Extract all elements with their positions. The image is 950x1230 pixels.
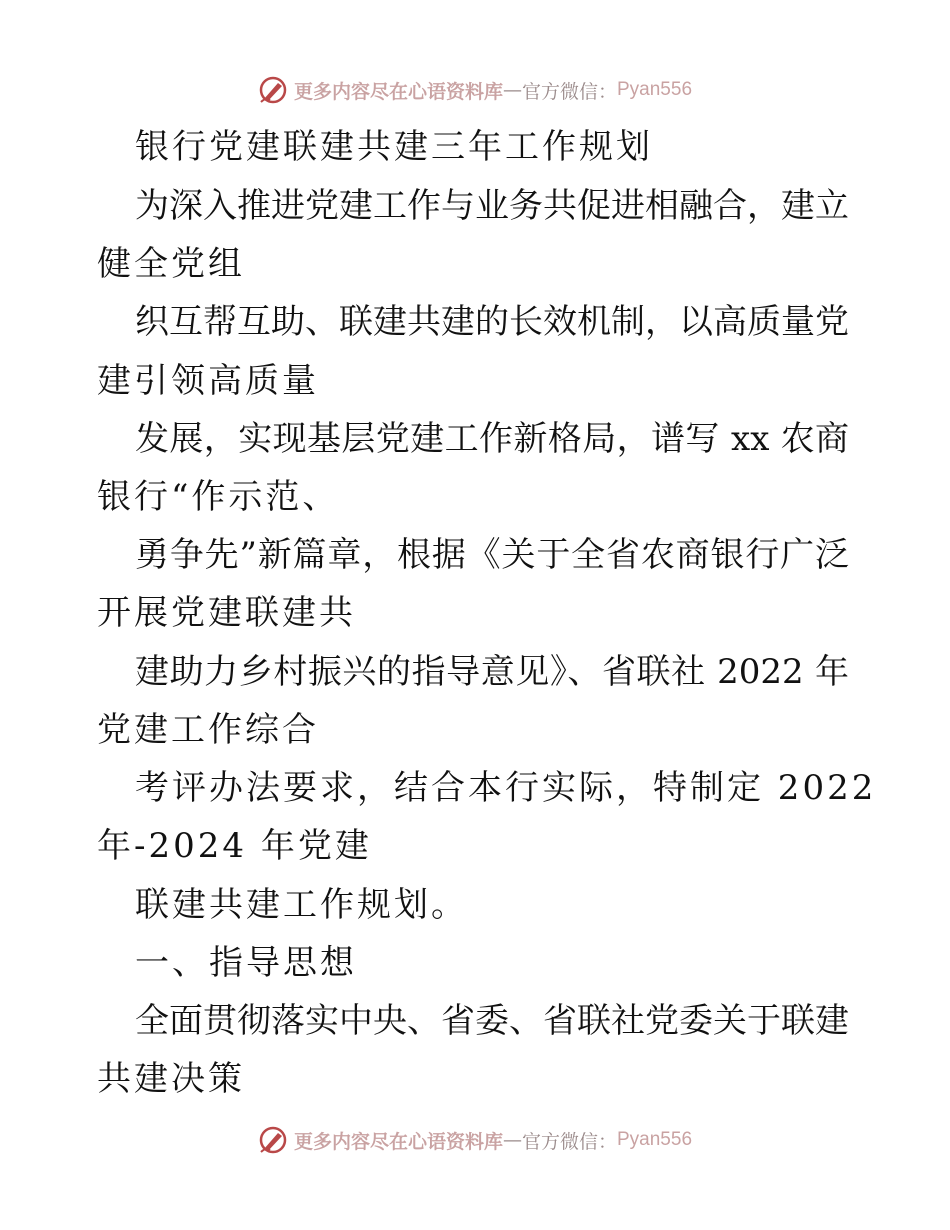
- banner-wechat-id: Pyan556: [617, 1129, 693, 1150]
- paragraph-line: 发展，实现基层党建工作新格局，谱写 xx 农商: [135, 419, 849, 459]
- paragraph-line: 勇争先”新篇章，根据《关于全省农商银行广泛: [135, 535, 849, 575]
- pen-logo-icon: [258, 1125, 288, 1155]
- paragraph-line: 党建工作综合: [97, 710, 319, 750]
- banner-dash: —: [502, 79, 522, 101]
- paragraph-line: 健全党组: [97, 244, 245, 284]
- paragraph-line: 开展党建联建共: [97, 593, 356, 633]
- banner-wechat-label: 官方微信：: [521, 1130, 617, 1153]
- paragraph-line: 建助力乡村振兴的指导意见》、省联社 2022 年: [135, 652, 849, 692]
- banner-wechat-id: Pyan556: [617, 79, 693, 100]
- pen-logo-icon: [258, 75, 288, 105]
- document-title: 银行党建联建共建三年工作规划: [135, 127, 653, 167]
- paragraph-line: 织互帮互助、联建共建的长效机制，以高质量党: [135, 302, 849, 342]
- paragraph-line: 建引领高质量: [97, 361, 319, 401]
- paragraph-line: 银行“作示范、: [97, 477, 340, 517]
- paragraph-line: 共建决策: [97, 1059, 245, 1099]
- footer-watermark-banner: [0, 1120, 950, 1160]
- paragraph-line: 年-2024 年党建: [97, 826, 372, 866]
- header-watermark-banner: [0, 70, 950, 110]
- section-heading: 一、指导思想: [135, 943, 357, 983]
- paragraph-line: 联建共建工作规划。: [135, 885, 468, 925]
- paragraph-line: 考评办法要求，结合本行实际，特制定 2022: [135, 768, 877, 808]
- banner-wechat-label: 官方微信：: [521, 80, 617, 103]
- banner-title: 更多内容尽在心语资料库: [293, 1130, 503, 1153]
- banner-dash: —: [502, 1129, 522, 1151]
- paragraph-line: 全面贯彻落实中央、省委、省联社党委关于联建: [135, 1001, 849, 1041]
- banner-title: 更多内容尽在心语资料库: [293, 80, 503, 103]
- paragraph-line: 为深入推进党建工作与业务共促进相融合，建立: [135, 186, 849, 226]
